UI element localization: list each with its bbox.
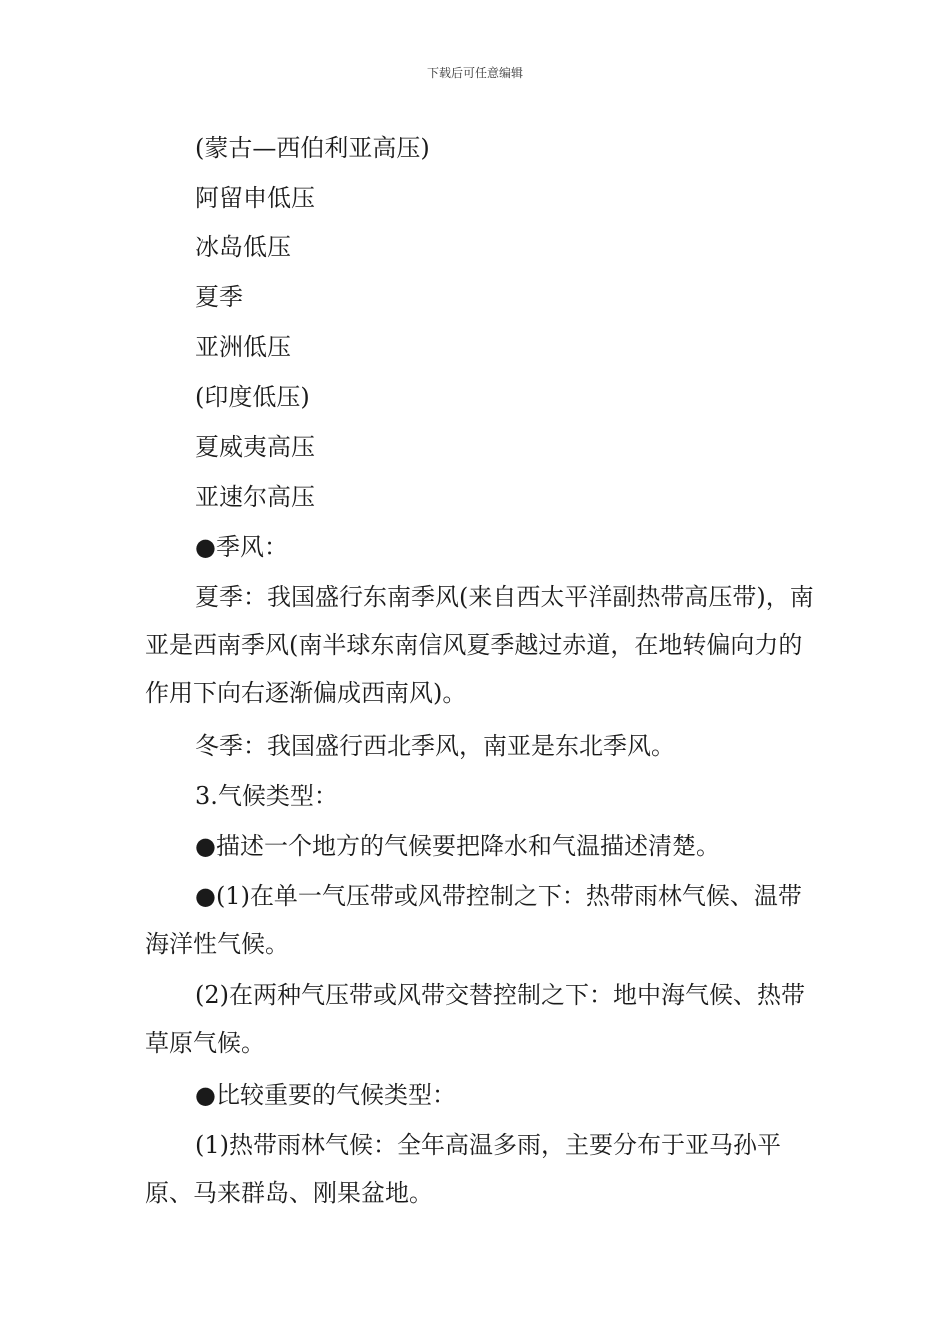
paragraph-asia-low: 亚洲低压 bbox=[195, 333, 291, 361]
paragraph-iceland-low: 冰岛低压 bbox=[195, 233, 291, 261]
paragraph-summer: 夏季 bbox=[195, 283, 243, 311]
paragraph-climate-types-heading: 3.气候类型： bbox=[195, 782, 338, 810]
paragraph-aleutian-low: 阿留申低压 bbox=[195, 184, 315, 212]
paragraph-important-types-heading: ●比较重要的气候类型： bbox=[195, 1081, 456, 1109]
paragraph-india-low: (印度低压) bbox=[195, 383, 310, 411]
paragraph-mongolia-siberia-high: (蒙古—西伯利亚高压) bbox=[195, 134, 430, 162]
paragraph-alternating-belts: (2)在两种气压带或风带交替控制之下：地中海气候、热带草原气候。 bbox=[145, 981, 805, 1057]
paragraph-winter-monsoon: 冬季：我国盛行西北季风，南亚是东北季风。 bbox=[195, 732, 675, 760]
paragraph-hawaii-high: 夏威夷高压 bbox=[195, 433, 315, 461]
paragraph-single-belt: ●(1)在单一气压带或风带控制之下：热带雨林气候、温带海洋性气候。 bbox=[145, 882, 802, 958]
paragraph-monsoon-heading: ●季风： bbox=[195, 533, 288, 561]
paragraph-describe-climate: ●描述一个地方的气候要把降水和气温描述清楚。 bbox=[195, 832, 720, 860]
paragraph-summer-monsoon: 夏季：我国盛行东南季风(来自西太平洋副热带高压带)，南亚是西南季风(南半球东南信风夏季越过赤道，在地转偏向力的作用下向右逐渐偏成西南风)。 bbox=[145, 583, 814, 707]
paragraph-azores-high: 亚速尔高压 bbox=[195, 483, 315, 511]
page-header: 下载后可任意编辑 bbox=[426, 66, 523, 80]
paragraph-tropical-rainforest: (1)热带雨林气候：全年高温多雨，主要分布于亚马孙平原、马来群岛、刚果盆地。 bbox=[145, 1131, 781, 1207]
